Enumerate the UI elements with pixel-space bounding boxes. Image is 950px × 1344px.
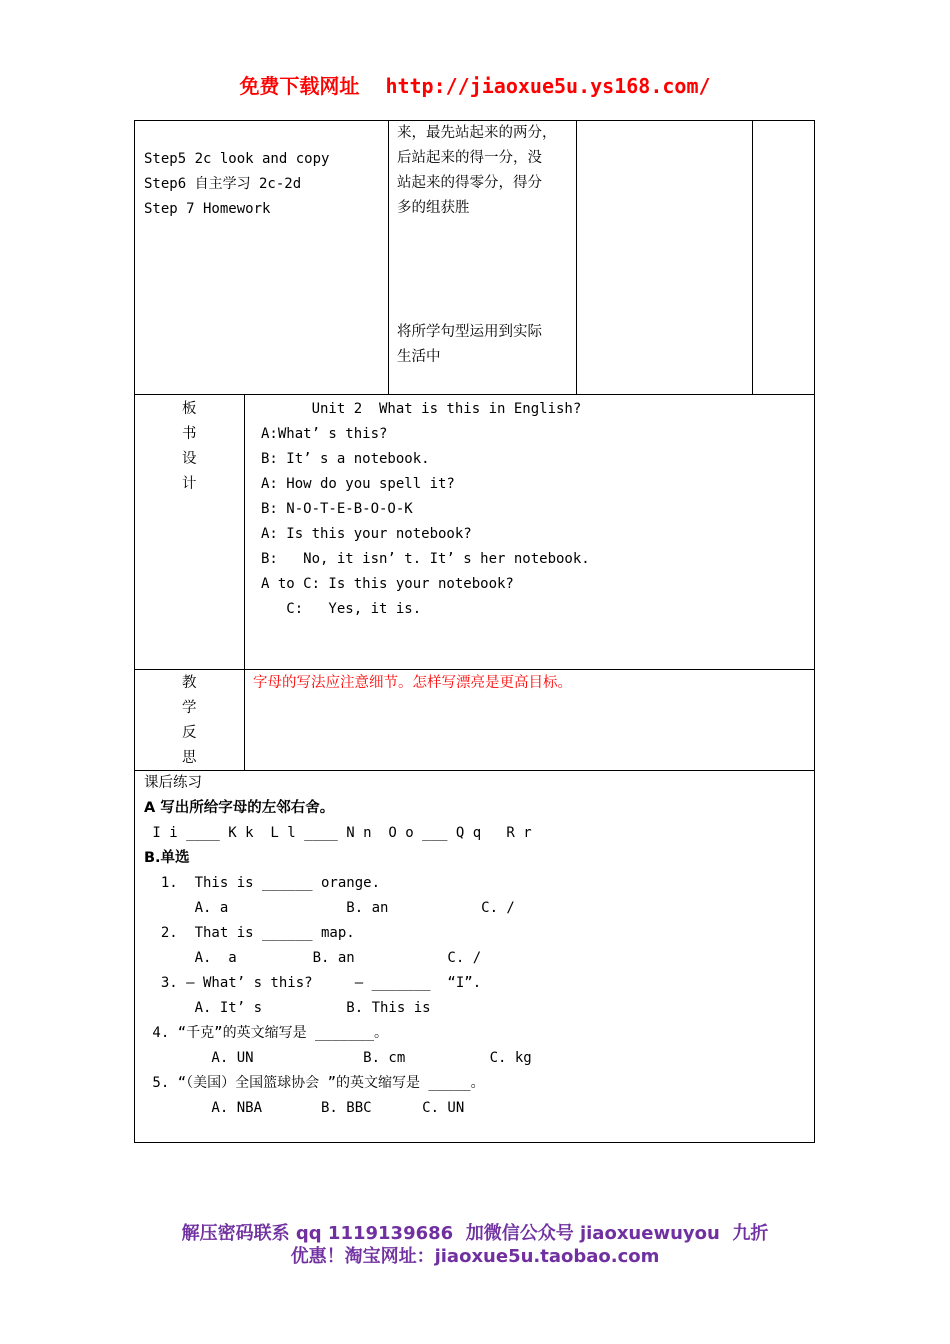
question-line: A. NBA B. BBC C. UN <box>144 1100 465 1116</box>
question-line: 3. — What’ s this? — _______ “I”. <box>144 975 482 991</box>
col-divider <box>388 121 389 394</box>
step6-text: Step6 自主学习 2c-2d <box>144 176 302 192</box>
section-b-title: B.单选 <box>144 850 190 866</box>
question-line: A. a B. an C. / <box>144 950 482 966</box>
question-line: 4. “千克”的英文缩写是 _______。 <box>144 1025 389 1041</box>
step5-text: Step5 2c look and copy <box>144 151 330 167</box>
row-divider <box>135 394 814 395</box>
lesson-table <box>134 120 815 1143</box>
row-divider <box>135 770 814 771</box>
board-line: B: N-O-T-E-B-O-O-K <box>261 501 413 517</box>
board-line: A to C: Is this your notebook? <box>261 576 514 592</box>
board-line: B: No, it isn’ t. It’ s her notebook. <box>261 551 590 567</box>
question-line: A. UN B. cm C. kg <box>144 1050 532 1066</box>
reflection-label: 教 <box>182 675 197 691</box>
question-line: 1. This is ______ orange. <box>144 875 381 891</box>
step7-text: Step 7 Homework <box>144 201 271 217</box>
question-line: A. It’ s B. This is <box>144 1000 431 1016</box>
section-a-title: A 写出所给字母的左邻右舍。 <box>144 800 335 816</box>
reflection-label: 学 <box>182 700 197 716</box>
board-line: A: How do you spell it? <box>261 476 455 492</box>
homework-title: 课后练习 <box>144 775 202 791</box>
note-line: 将所学句型运用到实际 <box>397 324 542 340</box>
header-title: 免费下载网址 <box>239 74 360 98</box>
note-line: 站起来的得零分，得分 <box>397 175 542 191</box>
reflection-label: 反 <box>182 725 197 741</box>
question-line: A. a B. an C. / <box>144 900 515 916</box>
reflection-label: 思 <box>182 750 197 766</box>
board-label: 设 <box>182 451 197 467</box>
board-label: 书 <box>182 426 197 442</box>
note-line: 多的组获胜 <box>397 200 470 216</box>
col-divider <box>576 121 577 394</box>
note-line: 生活中 <box>397 349 441 365</box>
header-url[interactable]: http://jiaoxue5u.ys168.com/ <box>385 74 711 98</box>
board-line: B: It’ s a notebook. <box>261 451 430 467</box>
question-line: 2. That is ______ map. <box>144 925 355 941</box>
note-line: 来，最先站起来的两分， <box>397 125 557 141</box>
letters-line: I i ____ K k L l ____ N n O o ___ Q q R r <box>144 825 532 841</box>
board-line: Unit 2 What is this in English? <box>261 401 582 417</box>
note-line: 后站起来的得一分，没 <box>397 150 542 166</box>
board-label: 板 <box>182 401 197 417</box>
page-header <box>0 70 950 99</box>
reflection-text: 字母的写法应注意细节。怎样写漂亮是更高目标。 <box>253 675 572 691</box>
board-line: C: Yes, it is. <box>261 601 422 617</box>
board-label: 计 <box>182 476 197 492</box>
col-divider <box>752 121 753 394</box>
footer-line-2: 优惠！淘宝网址：jiaoxue5u.taobao.com <box>290 1246 660 1267</box>
board-line: A: Is this your notebook? <box>261 526 472 542</box>
row-divider <box>135 669 814 670</box>
footer-line-1: 解压密码联系 qq 1119139686 加微信公众号 jiaoxuewuyou 九折 <box>181 1223 769 1244</box>
question-line: 5. “（美国）全国篮球协会 ”的英文缩写是 _____。 <box>144 1075 485 1091</box>
board-line: A:What’ s this? <box>261 426 388 442</box>
col-divider <box>244 394 245 770</box>
